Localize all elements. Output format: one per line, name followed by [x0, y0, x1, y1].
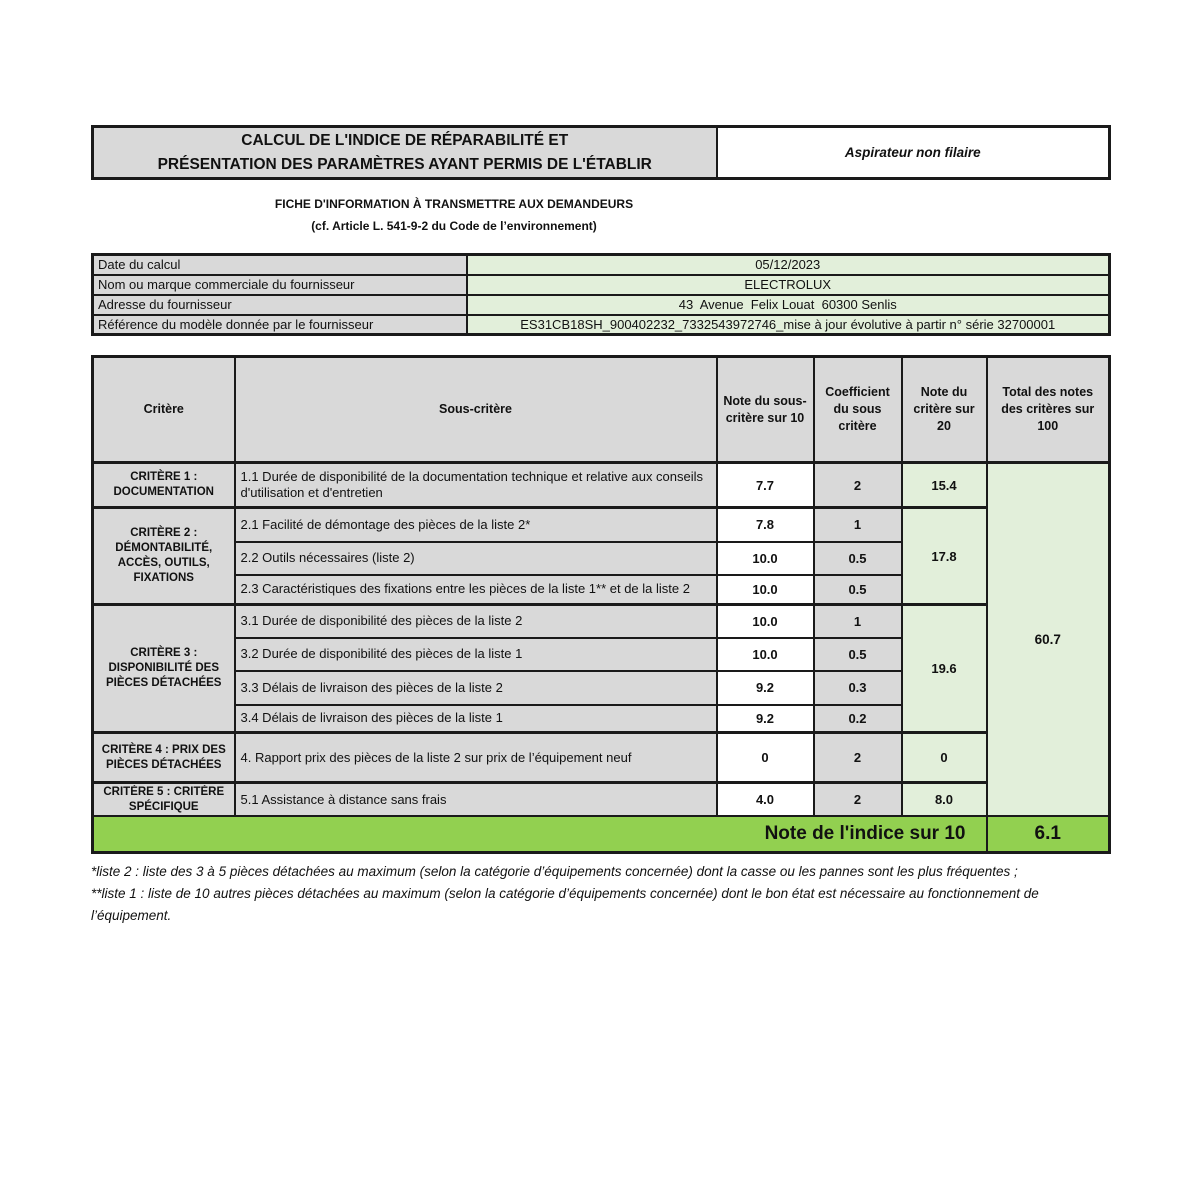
info-label: Référence du modèle donnée par le fournisseur	[93, 315, 467, 335]
coefficient-cell: 1	[814, 605, 902, 638]
coefficient-cell: 0.5	[814, 542, 902, 575]
info-value: ES31CB18SH_900402232_7332543972746_mise à jour évolutive à partir n° série 32700001	[467, 315, 1110, 335]
coefficient-cell: 2	[814, 463, 902, 508]
subtitle-block	[91, 193, 817, 237]
title-line-2: PRÉSENTATION DES PARAMÈTRES AYANT PERMIS DE L'ÉTABLIR	[157, 155, 652, 173]
info-label: Adresse du fournisseur	[93, 295, 467, 315]
sub-criterion-cell: 1.1 Durée de disponibilité de la documentation technique et relative aux conseils d'utilisation et d'entretien	[235, 463, 717, 508]
table-row	[93, 605, 1110, 638]
sub-score-cell: 10.0	[717, 605, 814, 638]
title-row	[93, 127, 1110, 179]
col-header-coefficient: Coefficient du sous critère	[814, 357, 902, 463]
coefficient-cell: 0.5	[814, 638, 902, 671]
total-score-cell: 60.7	[987, 463, 1110, 817]
criterion-label-cell: CRITÈRE 4 : PRIX DES PIÈCES DÉTACHÉES	[93, 733, 235, 783]
criterion-label-cell	[93, 783, 235, 817]
info-row-reference	[93, 315, 1110, 335]
criterion-score-cell: 0	[902, 733, 987, 783]
table-row	[93, 463, 1110, 508]
info-label: Nom ou marque commerciale du fournisseur	[93, 275, 467, 295]
info-row-date	[93, 255, 1110, 275]
sub-score-cell: 10.0	[717, 638, 814, 671]
subtitle-line-2: (cf. Article L. 541-9-2 du Code de l’environnement)	[311, 219, 597, 233]
sub-score-cell: 7.8	[717, 508, 814, 542]
subtitle-line-1: FICHE D'INFORMATION À TRANSMETTRE AUX DEMANDEURS	[274, 197, 634, 211]
sub-criterion-cell: 3.4 Délais de livraison des pièces de la liste 1	[235, 705, 717, 733]
col-header-total: Total des notes des critères sur 100	[987, 357, 1110, 463]
footnotes	[91, 861, 1101, 927]
criterion-label-text: CRITÈRE 5 : CRITÈRE SPÉCIFIQUE	[103, 786, 225, 813]
sub-criterion-cell: 2.1 Facilité de démontage des pièces de la liste 2*	[235, 508, 717, 542]
sub-score-cell: 7.7	[717, 463, 814, 508]
coefficient-cell: 0.2	[814, 705, 902, 733]
sub-score-cell: 4.0	[717, 783, 814, 817]
supplier-info-table	[91, 253, 1111, 336]
footnote-liste2: *liste 2 : liste des 3 à 5 pièces détachées au maximum (selon la catégorie d’équipements concernée) dont la casse ou les pannes sont les plus fréquentes ;	[91, 863, 1018, 879]
sub-criterion-cell: 5.1 Assistance à distance sans frais	[235, 783, 717, 817]
sub-criterion-cell: 2.3 Caractéristiques des fixations entre les pièces de la liste 1** et de la liste 2	[235, 575, 717, 605]
col-header-critere: Critère	[93, 357, 235, 463]
sub-score-cell: 0	[717, 733, 814, 783]
criterion-score-cell: 8.0	[902, 783, 987, 817]
table-row	[93, 783, 1110, 817]
criterion-score-cell: 19.6	[902, 605, 987, 733]
product-category-cell: Aspirateur non filaire	[717, 127, 1110, 179]
criterion-label-cell: CRITÈRE 3 : DISPONIBILITÉ DES PIÈCES DÉTACHÉES	[93, 605, 235, 733]
title-line-1: CALCUL DE L'INDICE DE RÉPARABILITÉ ET	[241, 131, 569, 149]
sub-score-cell: 10.0	[717, 575, 814, 605]
sub-criterion-cell: 2.2 Outils nécessaires (liste 2)	[235, 542, 717, 575]
index-value-cell: 6.1	[987, 816, 1110, 852]
coefficient-cell: 0.3	[814, 671, 902, 705]
info-value: 05/12/2023	[467, 255, 1110, 275]
criterion-score-cell: 17.8	[902, 508, 987, 605]
coefficient-cell: 2	[814, 733, 902, 783]
sub-criterion-cell: 3.1 Durée de disponibilité des pièces de la liste 2	[235, 605, 717, 638]
info-row-address	[93, 295, 1110, 315]
score-table	[91, 355, 1111, 854]
index-label-cell: Note de l'indice sur 10	[93, 816, 987, 852]
table-row	[93, 508, 1110, 542]
sub-criterion-cell: 4. Rapport prix des pièces de la liste 2 sur prix de l’équipement neuf	[235, 733, 717, 783]
criterion-label-cell: CRITÈRE 2 : DÉMONTABILITÉ, ACCÈS, OUTILS, FIXATIONS	[93, 508, 235, 605]
info-label: Date du calcul	[93, 255, 467, 275]
col-header-note-sous-critere: Note du sous-critère sur 10	[717, 357, 814, 463]
footnote-liste1: **liste 1 : liste de 10 autres pièces détachées au maximum (selon la catégorie d’équipements concernée) dont le bon état est nécessaire au fonctionnement de l’équipement.	[91, 885, 1039, 923]
col-header-note-critere: Note du critère sur 20	[902, 357, 987, 463]
info-row-brand	[93, 275, 1110, 295]
sub-score-cell: 10.0	[717, 542, 814, 575]
sub-score-cell: 9.2	[717, 705, 814, 733]
criterion-score-cell: 15.4	[902, 463, 987, 508]
sub-criterion-cell: 3.2 Durée de disponibilité des pièces de la liste 1	[235, 638, 717, 671]
sub-score-cell: 9.2	[717, 671, 814, 705]
info-value: 43 Avenue Felix Louat 60300 Senlis	[467, 295, 1110, 315]
coefficient-cell: 2	[814, 783, 902, 817]
criterion-label-cell: CRITÈRE 1 : DOCUMENTATION	[93, 463, 235, 508]
col-header-sous-critere: Sous-critère	[235, 357, 717, 463]
info-value: ELECTROLUX	[467, 275, 1110, 295]
score-table-header-row	[93, 357, 1110, 463]
sub-criterion-cell: 3.3 Délais de livraison des pièces de la liste 2	[235, 671, 717, 705]
title-header	[91, 125, 1111, 180]
table-row	[93, 733, 1110, 783]
index-row	[93, 816, 1110, 852]
calc-title-cell	[93, 127, 717, 179]
repairability-sheet	[91, 125, 1108, 927]
coefficient-cell: 0.5	[814, 575, 902, 605]
coefficient-cell: 1	[814, 508, 902, 542]
